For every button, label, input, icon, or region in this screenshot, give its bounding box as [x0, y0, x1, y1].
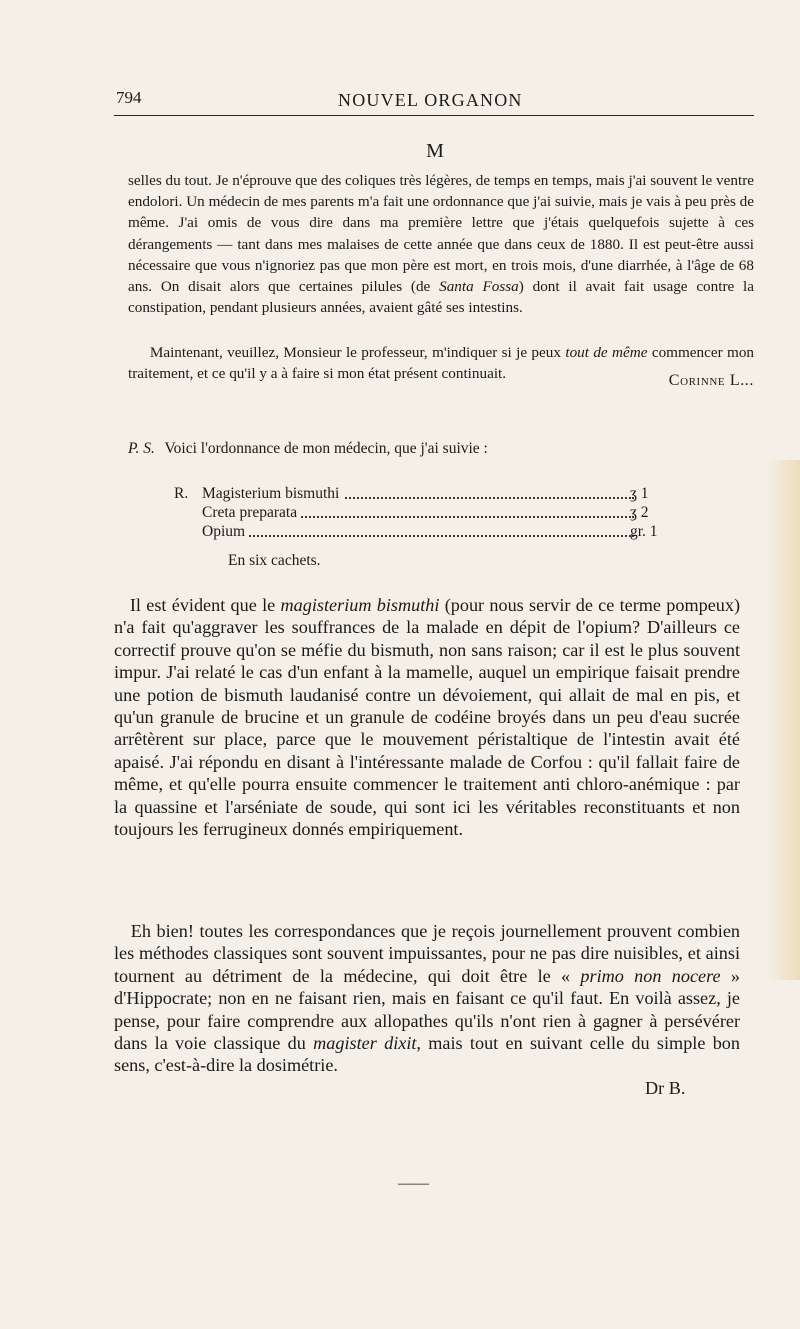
running-title: NOUVEL ORGANON — [338, 90, 523, 110]
letter-paragraph-1 — [128, 170, 754, 318]
body-text: (pour nous servir de ce terme pompeux) n'a fait qu'aggraver les souffrances de la malade en dépit de l'opium? D'ailleurs ce correctif prouve qu'on se méfie du bismuth, non sans raison; car il est le plus souvent impur. J'ai relaté le cas d'un enfant à la mamelle, auquel un empirique faisait prendre une potion de bismuth laudanisé contre un dévoiement, qui allait de mal en pis, et qu'un granule de brucine et un granule de codéine broyés dans un peu d'eau sucrée arrêtèrent sur place, parce que le mouvement péristaltique de l'intestin avait été apaisé. J'ai répondu en disant à l'intéressante malade de Corfou : qu'il fallait faire de même, et qu'elle pourra ensuite commencer le traitement anti chloro-anémique : par la quassine et l'arséniate de soude, qui sont ici les véritables reconstituants et non toujours les ferrugineux donnés empiriquement. — [114, 595, 741, 840]
prescription-item-qty: gr. 1 — [630, 523, 658, 540]
prescription — [174, 484, 674, 541]
prescription-footer: En six cachets. — [228, 552, 321, 569]
postscript — [128, 440, 488, 458]
letter-text: selles du tout. Je n'éprouve que des coliques très légères, de temps en temps, mais j'ai souvent le ventre endolori. Un médecin de mes parents m'a fait une ordonnance que j'ai suivie, mais je vais à peu près de même. J'ai omis de vous dire dans ma première lettre que j'étais quelquefois sujette à ces dérangements — tant dans mes malaises de cette année que dans ceux de 1880. Il est peut-être aussi nécessaire que vous n'ignoriez pas que mon père est mort, en trois mois, d'une diarrhée, à l'âge de 68 ans. On disait alors que certaines pilules (de — [128, 172, 754, 296]
letter-italic: Santa Fossa — [439, 278, 519, 296]
letter-text-end: ) dont il avait fait usage contre la constipation, pendant plusieurs années, avaient gâté ses intestins. — [128, 278, 755, 317]
body-text: , mais tout en suivant celle du simple bon sens, c'est-à-dire la dosimétrie. — [114, 1033, 740, 1076]
letter-text-2: Maintenant, veuillez, Monsieur le professeur, m'indiquer si je peux — [149, 344, 561, 361]
prescription-prefix: R. — [174, 485, 189, 502]
page-number: 794 — [116, 88, 142, 107]
body-italic: magister dixit — [313, 1033, 417, 1054]
body-paragraph-2 — [114, 920, 740, 1099]
section-letter: M — [426, 140, 444, 162]
header-rule — [114, 115, 754, 116]
letter-signature: Corinne L... — [668, 372, 754, 389]
body-italic: magisterium bismuthi — [280, 595, 440, 615]
letter-italic-2: tout de même — [565, 344, 648, 361]
body-italic: primo non nocere — [580, 965, 721, 986]
ps-text: Voici l'ordonnance de mon médecin, que j'ai suivie : — [164, 440, 488, 457]
prescription-item-name: Magisterium bismuthi — [202, 484, 343, 503]
prescription-item-name: Opium — [202, 522, 249, 541]
prescription-item-qty: ʒ 1 — [630, 485, 649, 502]
body-text: » d'Hippocrate; non en ne faisant rien, mais en faisant ce qu'il faut. En voilà assez, je pense, pour faire comprendre aux allopathes qu'ils n'ont rien à gagner à persévérer dans la voie classique du — [114, 965, 740, 1054]
end-mark: —— — [398, 1175, 428, 1192]
body-text: Eh bien! toutes les correspondances que je reçois journellement prouvent combien les méthodes classiques sont souvent impuissantes, pour ne pas dire nuisibles, et ainsi tournent au détriment de la médecine, qui doit être le « — [114, 921, 741, 986]
body-text: Il est évident que le — [129, 595, 276, 615]
author-signature: Dr B. — [645, 1077, 686, 1098]
body-paragraph-1 — [114, 594, 740, 840]
page-edge-stain — [766, 460, 800, 980]
prescription-row — [174, 503, 674, 522]
leader-dots — [202, 522, 634, 537]
prescription-row — [174, 522, 674, 541]
prescription-item-name: Creta preparata — [202, 503, 301, 522]
ps-label: P. S. — [128, 440, 155, 457]
page-header — [114, 84, 754, 114]
letter-text-2-end: commencer mon traitement, et ce qu'il y a à faire si mon état présent continuait. — [128, 344, 755, 383]
letter-paragraph-2 — [128, 342, 754, 384]
prescription-row — [174, 484, 674, 503]
prescription-item-qty: ʒ 2 — [630, 504, 649, 521]
